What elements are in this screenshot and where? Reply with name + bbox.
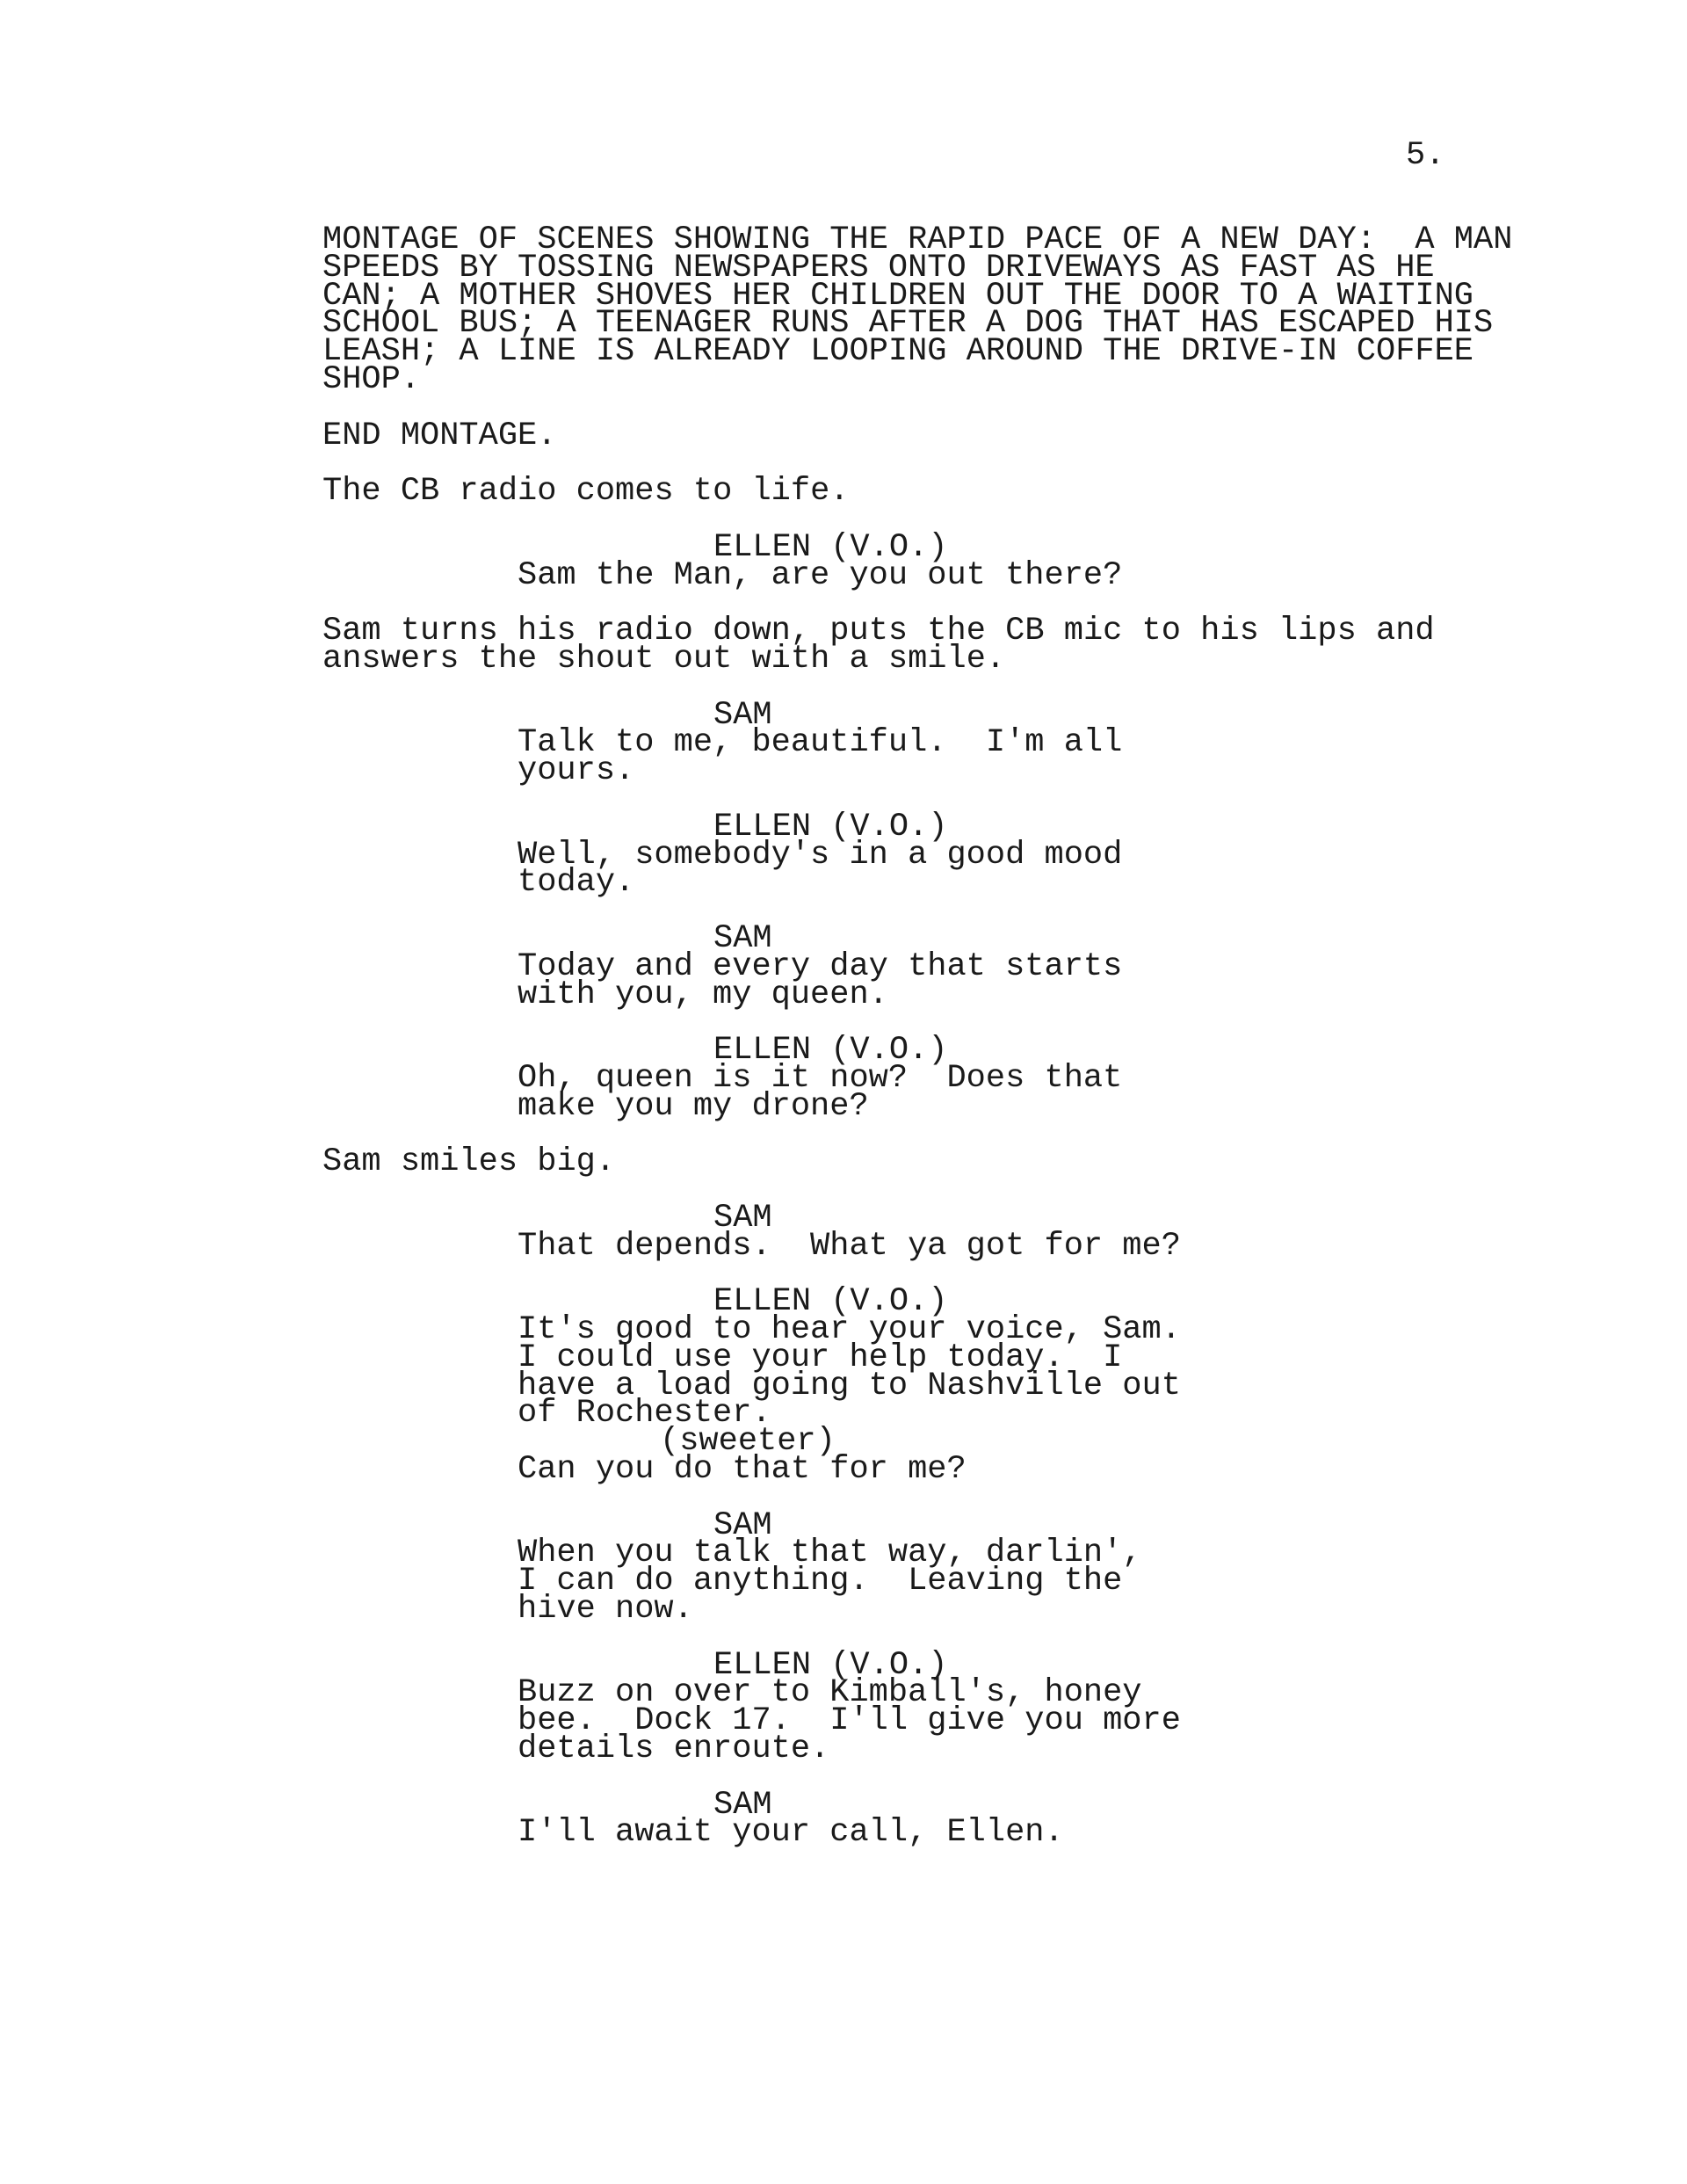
dialogue-block bbox=[322, 1506, 1517, 1629]
block-spacer bbox=[322, 897, 1517, 925]
character-name: ELLEN (V.O.) bbox=[713, 1646, 948, 1684]
block-spacer bbox=[322, 1177, 1517, 1205]
dialogue-line: yours. bbox=[518, 752, 635, 790]
dialogue-line: with you, my queen. bbox=[518, 976, 888, 1013]
character-name: SAM bbox=[713, 1199, 772, 1237]
dialogue-block bbox=[322, 1032, 1517, 1125]
dialogue-line: I could use your help today. I bbox=[518, 1339, 1123, 1376]
dialogue-block bbox=[322, 808, 1517, 902]
dialogue-block bbox=[322, 919, 1517, 1013]
dialogue-line: Can you do that for me? bbox=[518, 1451, 967, 1489]
dialogue-line: Talk to me, beautiful. I'm all bbox=[518, 724, 1123, 762]
dialogue-line: Sam the Man, are you out there? bbox=[518, 556, 1123, 594]
dialogue-block bbox=[322, 1646, 1517, 1768]
action-block bbox=[322, 1143, 1517, 1181]
dialogue-block bbox=[322, 1283, 1517, 1489]
action-line: Sam smiles big. bbox=[322, 1143, 616, 1181]
script-body bbox=[322, 221, 1517, 1852]
dialogue-line: hive now. bbox=[518, 1591, 693, 1629]
character-name: SAM bbox=[713, 1506, 772, 1544]
dialogue-line: of Rochester. bbox=[518, 1395, 771, 1433]
action-line: END MONTAGE. bbox=[322, 417, 557, 454]
action-line: SPEEDS BY TOSSING NEWSPAPERS ONTO DRIVEWAYS AS FAST AS HE bbox=[322, 249, 1435, 287]
dialogue-block bbox=[322, 696, 1517, 790]
character-name: SAM bbox=[713, 1786, 772, 1824]
action-block bbox=[322, 417, 1517, 454]
dialogue-line: have a load going to Nashville out bbox=[518, 1367, 1181, 1404]
dialogue-line: Well, somebody's in a good mood bbox=[518, 836, 1123, 874]
dialogue-line: Oh, queen is it now? Does that bbox=[518, 1059, 1123, 1097]
action-line: answers the shout out with a smile. bbox=[322, 640, 1006, 678]
dialogue-line: details enroute. bbox=[518, 1731, 830, 1768]
character-name: ELLEN (V.O.) bbox=[713, 528, 948, 566]
block-spacer bbox=[322, 674, 1517, 702]
character-name: SAM bbox=[713, 696, 772, 734]
action-line: The CB radio comes to life. bbox=[322, 473, 850, 511]
action-line: CAN; A MOTHER SHOVES HER CHILDREN OUT THE DOOR TO A WAITING bbox=[322, 277, 1474, 315]
dialogue-block bbox=[322, 1786, 1517, 1852]
action-line: SHOP. bbox=[322, 360, 421, 398]
dialogue-line: make you my drone? bbox=[518, 1087, 869, 1125]
block-spacer bbox=[322, 1484, 1517, 1513]
action-line: MONTAGE OF SCENES SHOWING THE RAPID PACE OF A NEW DAY: A MAN bbox=[322, 221, 1513, 258]
action-line: SCHOOL BUS; A TEENAGER RUNS AFTER A DOG THAT HAS ESCAPED HIS bbox=[322, 305, 1494, 343]
dialogue-line: Buzz on over to Kimball's, honey bbox=[518, 1674, 1142, 1712]
parenthetical: (sweeter) bbox=[660, 1423, 836, 1461]
dialogue-block bbox=[322, 528, 1517, 594]
dialogue-block bbox=[322, 1199, 1517, 1265]
character-name: ELLEN (V.O.) bbox=[713, 1032, 948, 1070]
character-name: ELLEN (V.O.) bbox=[713, 808, 948, 845]
dialogue-line: When you talk that way, darlin', bbox=[518, 1535, 1142, 1572]
dialogue-line: bee. Dock 17. I'll give you more bbox=[518, 1702, 1181, 1740]
dialogue-line: I'll await your call, Ellen. bbox=[518, 1814, 1064, 1852]
dialogue-line: Today and every day that starts bbox=[518, 947, 1123, 985]
page-number: 5. bbox=[1406, 137, 1445, 174]
block-spacer bbox=[322, 1764, 1517, 1792]
action-block bbox=[322, 613, 1517, 678]
dialogue-line: I can do anything. Leaving the bbox=[518, 1563, 1123, 1600]
action-line: Sam turns his radio down, puts the CB mic to his lips and bbox=[322, 613, 1435, 650]
dialogue-line: That depends. What ya got for me? bbox=[518, 1227, 1181, 1265]
dialogue-line: It's good to hear your voice, Sam. bbox=[518, 1311, 1181, 1349]
action-block bbox=[322, 221, 1517, 398]
dialogue-line: today. bbox=[518, 864, 635, 902]
character-name: ELLEN (V.O.) bbox=[713, 1283, 948, 1321]
character-name: SAM bbox=[713, 919, 772, 957]
action-block bbox=[322, 473, 1517, 511]
action-line: LEASH; A LINE IS ALREADY LOOPING AROUND THE DRIVE-IN COFFEE bbox=[322, 333, 1474, 371]
